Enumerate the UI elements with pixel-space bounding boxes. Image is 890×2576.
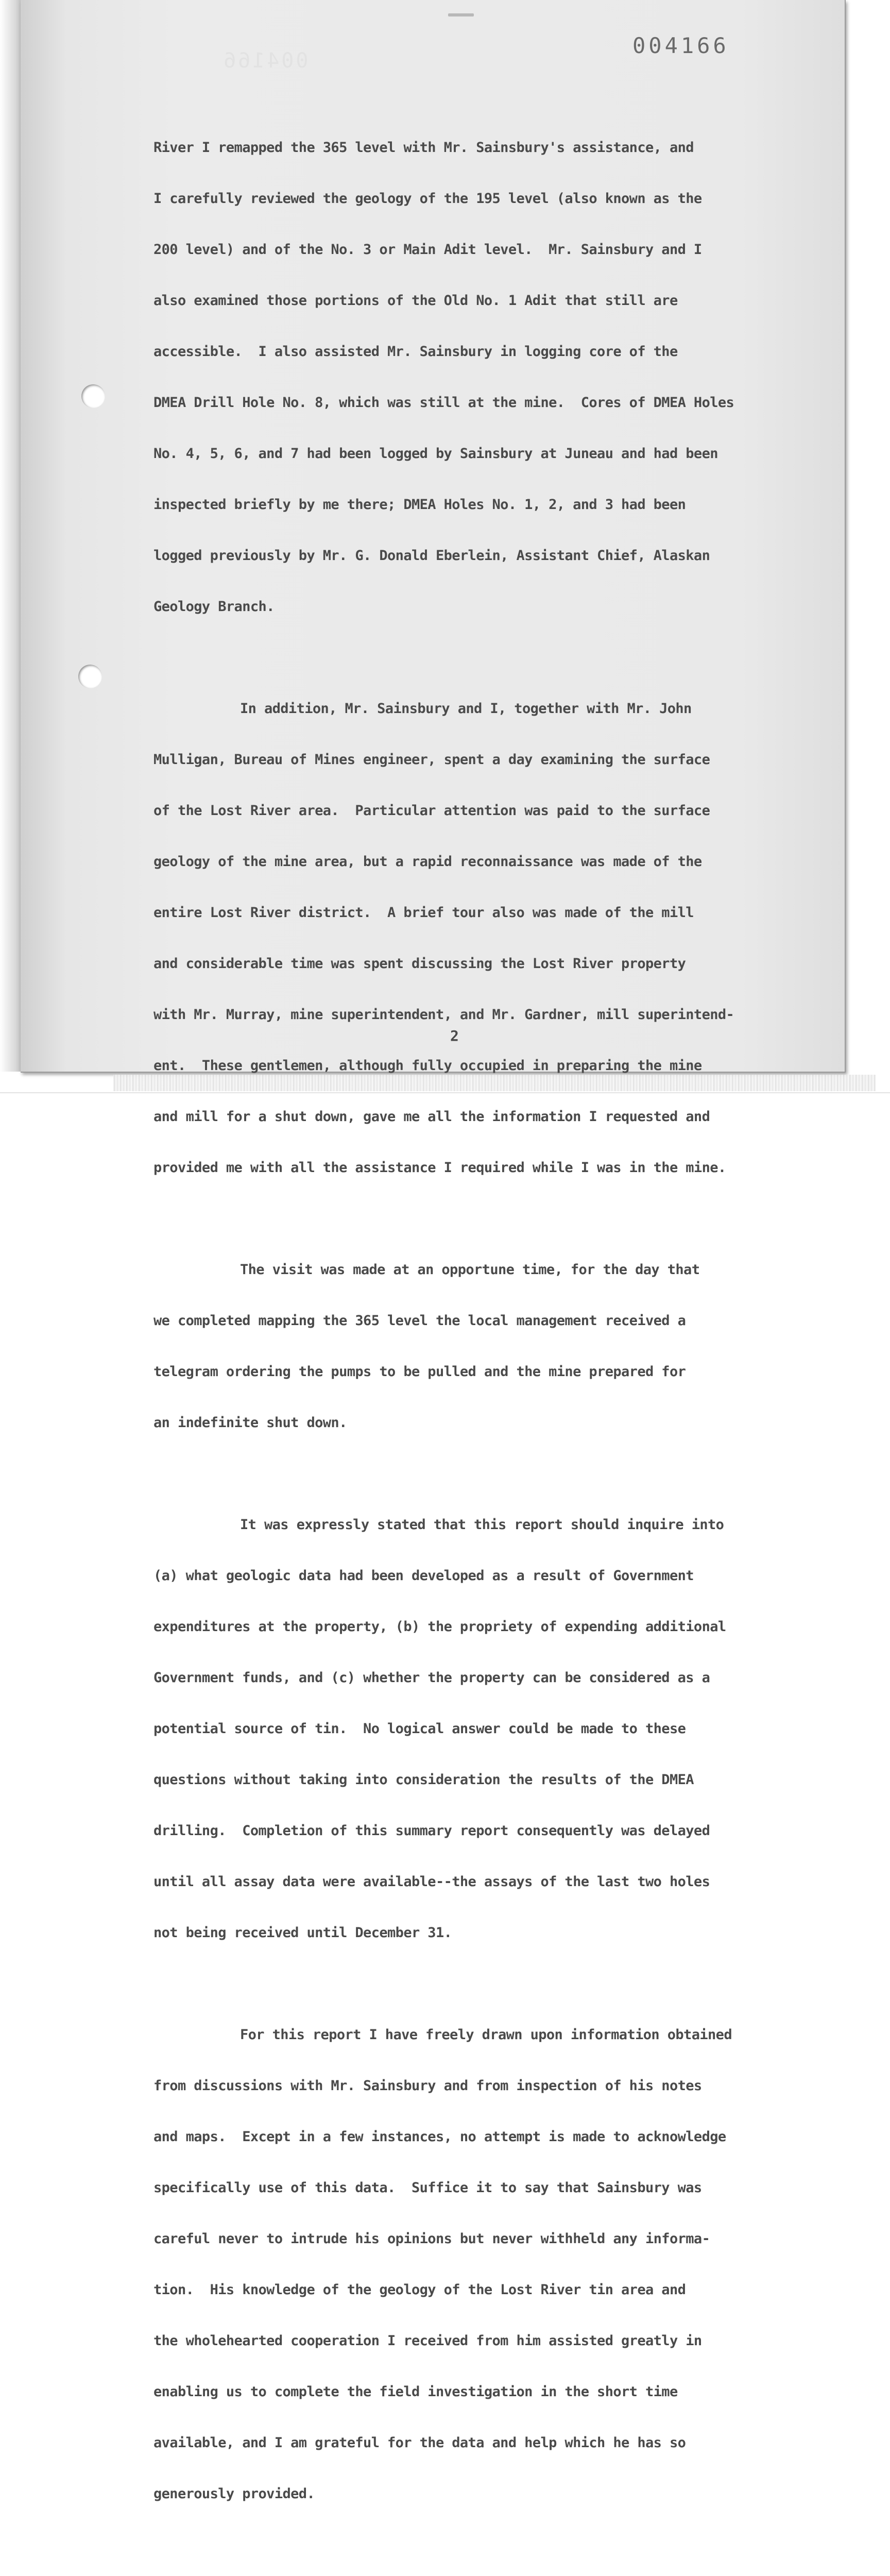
text-line: available, and I am grateful for the data and help which he has so	[153, 2435, 686, 2451]
text-line: an indefinite shut down.	[153, 1415, 347, 1431]
text-line: entire Lost River district. A brief tour also was made of the mill	[153, 905, 694, 921]
text-line: Geology Branch.	[153, 599, 275, 615]
text-line: It was expressly stated that this report should inquire into	[240, 1517, 724, 1533]
text-line: Mulligan, Bureau of Mines engineer, spent a day examining the surface	[153, 752, 710, 768]
text-line: provided me with all the assistance I required while I was in the mine.	[153, 1160, 726, 1176]
text-line: No. 4, 5, 6, and 7 had been logged by Sainsbury at Juneau and had been	[153, 446, 718, 462]
text-line: and maps. Except in a few instances, no attempt is made to acknowledge	[153, 2129, 726, 2145]
text-line: of the Lost River area. Particular attention was paid to the surface	[153, 803, 710, 819]
text-line: logged previously by Mr. G. Donald Eberlein, Assistant Chief, Alaskan	[153, 548, 710, 564]
text-line: we completed mapping the 365 level the local management received a	[153, 1313, 686, 1329]
paragraph	[153, 1482, 792, 1975]
text-line: In addition, Mr. Sainsbury and I, together with Mr. John	[240, 701, 692, 717]
paragraph	[153, 105, 792, 649]
punch-hole-icon	[78, 665, 102, 688]
text-line: geology of the mine area, but a rapid reconnaissance was made of the	[153, 854, 702, 870]
text-line: (a) what geologic data had been developed as a result of Government	[153, 1568, 694, 1584]
text-line: and mill for a shut down, gave me all the information I requested and	[153, 1109, 710, 1125]
text-line: ent. These gentlemen, although fully occupied in preparing the mine	[153, 1058, 702, 1074]
paragraph	[153, 1992, 792, 2536]
text-line: Government funds, and (c) whether the property can be considered as a	[153, 1670, 710, 1686]
paragraph	[153, 666, 792, 1210]
text-line: not being received until December 31.	[153, 1925, 452, 1941]
text-line: I carefully reviewed the geology of the 195 level (also known as the	[153, 191, 702, 207]
text-line: telegram ordering the pumps to be pulled and the mine prepared for	[153, 1364, 686, 1380]
text-line: River I remapped the 365 level with Mr. Sainsbury's assistance, and	[153, 140, 694, 156]
page-number: 2	[450, 1027, 459, 1044]
text-line: specifically use of this data. Suffice it to say that Sainsbury was	[153, 2180, 702, 2196]
text-line: expenditures at the property, (b) the propriety of expending additional	[153, 1619, 726, 1635]
text-line: enabling us to complete the field investigation in the short time	[153, 2384, 678, 2400]
text-line: tion. His knowledge of the geology of the Lost River tin area and	[153, 2282, 686, 2298]
text-line: 200 level) and of the No. 3 or Main Adit level. Mr. Sainsbury and I	[153, 242, 702, 258]
scanner-artifact-line	[0, 1092, 890, 1093]
bleed-through-number: 004166	[221, 49, 309, 73]
text-line: the wholehearted cooperation I received from him assisted greatly in	[153, 2333, 702, 2349]
text-line: also examined those portions of the Old No. 1 Adit that still are	[153, 293, 678, 309]
text-line: accessible. I also assisted Mr. Sainsbury in logging core of the	[153, 344, 678, 360]
text-line: until all assay data were available--the assays of the last two holes	[153, 1874, 710, 1890]
text-line: generously provided.	[153, 2486, 315, 2502]
text-line: from discussions with Mr. Sainsbury and from inspection of his notes	[153, 2078, 702, 2094]
document-body	[153, 105, 792, 2576]
text-line: The visit was made at an opportune time, for the day that	[240, 1262, 700, 1278]
text-line: questions without taking into consideration the results of the DMEA	[153, 1772, 694, 1788]
punch-hole-icon	[81, 384, 105, 408]
paragraph	[153, 1227, 792, 1465]
paragraph	[153, 2553, 792, 2576]
text-line: inspected briefly by me there; DMEA Holes No. 1, 2, and 3 had been	[153, 497, 686, 513]
staple-mark	[448, 13, 474, 16]
scanner-artifact	[113, 1075, 876, 1091]
text-line: potential source of tin. No logical answer could be made to these	[153, 1721, 686, 1737]
text-line: careful never to intrude his opinions but never withheld any informa-	[153, 2231, 710, 2247]
stamp-number: 004166	[632, 33, 729, 58]
text-line: For this report I have freely drawn upon information obtained	[240, 2027, 732, 2043]
page-edge-shadow	[0, 0, 22, 1072]
text-line: with Mr. Murray, mine superintendent, and Mr. Gardner, mill superintend-	[153, 1007, 734, 1023]
text-line: DMEA Drill Hole No. 8, which was still at the mine. Cores of DMEA Holes	[153, 395, 734, 411]
text-line: drilling. Completion of this summary report consequently was delayed	[153, 1823, 710, 1839]
text-line: and considerable time was spent discussing the Lost River property	[153, 956, 686, 972]
